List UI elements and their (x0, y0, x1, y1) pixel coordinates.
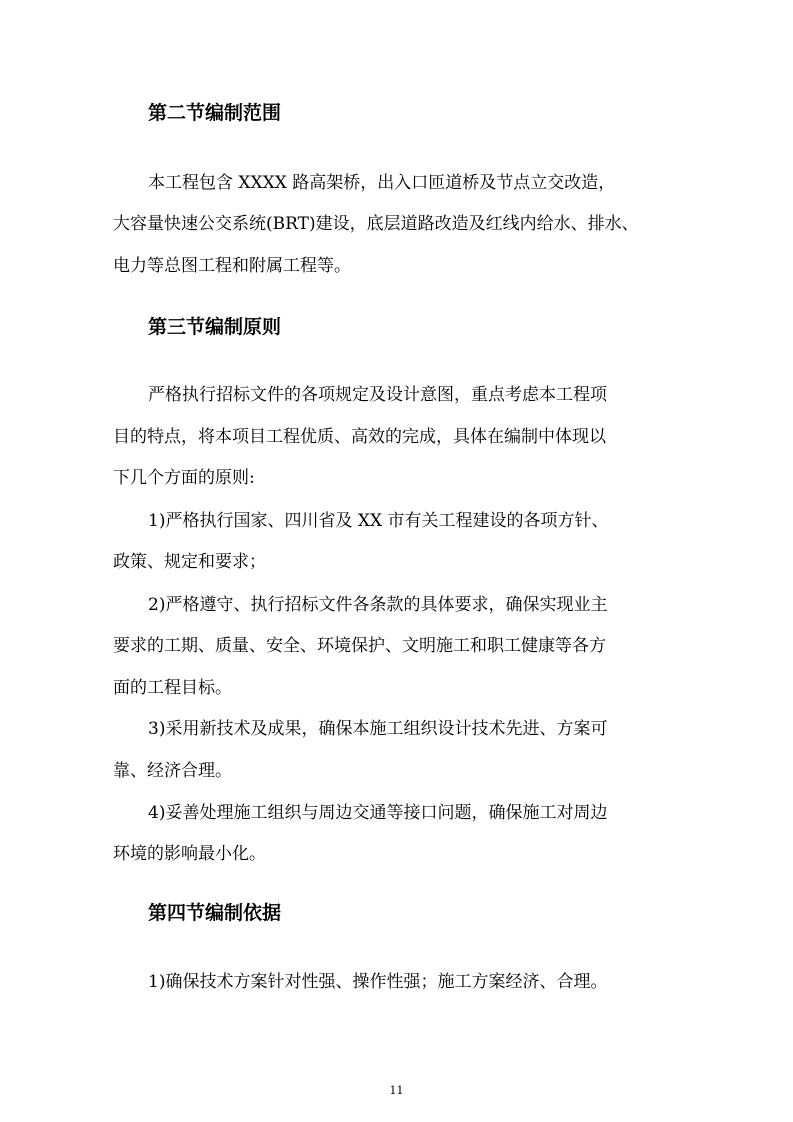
section-heading-3: 第三节编制原则 (148, 316, 282, 338)
section-heading-2: 第二节编制范围 (148, 102, 282, 124)
list-item-line: 靠、经济合理。 (113, 761, 232, 781)
list-item-line: 要求的工期、质量、安全、环境保护、文明施工和职工健康等各方 (113, 636, 606, 656)
list-item-line: 1)确保技术方案针对性强、操作性强；施工方案经济、合理。 (148, 972, 608, 992)
list-item-line: 3)采用新技术及成果，确保本施工组织设计技术先进、方案可 (148, 719, 608, 739)
paragraph-line: 目的特点，将本项目工程优质、高效的完成，具体在编制中体现以 (113, 427, 606, 447)
list-item-line: 2)严格遵守、执行招标文件各条款的具体要求，确保实现业主 (148, 595, 608, 615)
paragraph-line: 电力等总图工程和附属工程等。 (113, 256, 351, 276)
paragraph-line: 下几个方面的原则: (113, 468, 255, 488)
paragraph-line: 严格执行招标文件的各项规定及设计意图，重点考虑本工程项 (148, 385, 607, 405)
list-item-line: 4)妥善处理施工组织与周边交通等接口问题，确保施工对周边 (148, 803, 608, 823)
page-number: 11 (389, 1084, 404, 1097)
paragraph-line: 大容量快速公交系统(BRT)建设，底层道路改造及红线内给水、排水、 (113, 214, 639, 234)
list-item-line: 1)严格执行国家、四川省及 XX 市有关工程建设的各项方针、 (148, 511, 609, 531)
section-heading-4: 第四节编制依据 (148, 902, 282, 924)
paragraph-line: 本工程包含 XXXX 路高架桥，出入口匝道桥及节点立交改造， (148, 173, 616, 193)
list-item-line: 环境的影响最小化。 (113, 844, 266, 864)
list-item-line: 政策、规定和要求； (113, 552, 266, 572)
list-item-line: 面的工程目标。 (113, 678, 232, 698)
